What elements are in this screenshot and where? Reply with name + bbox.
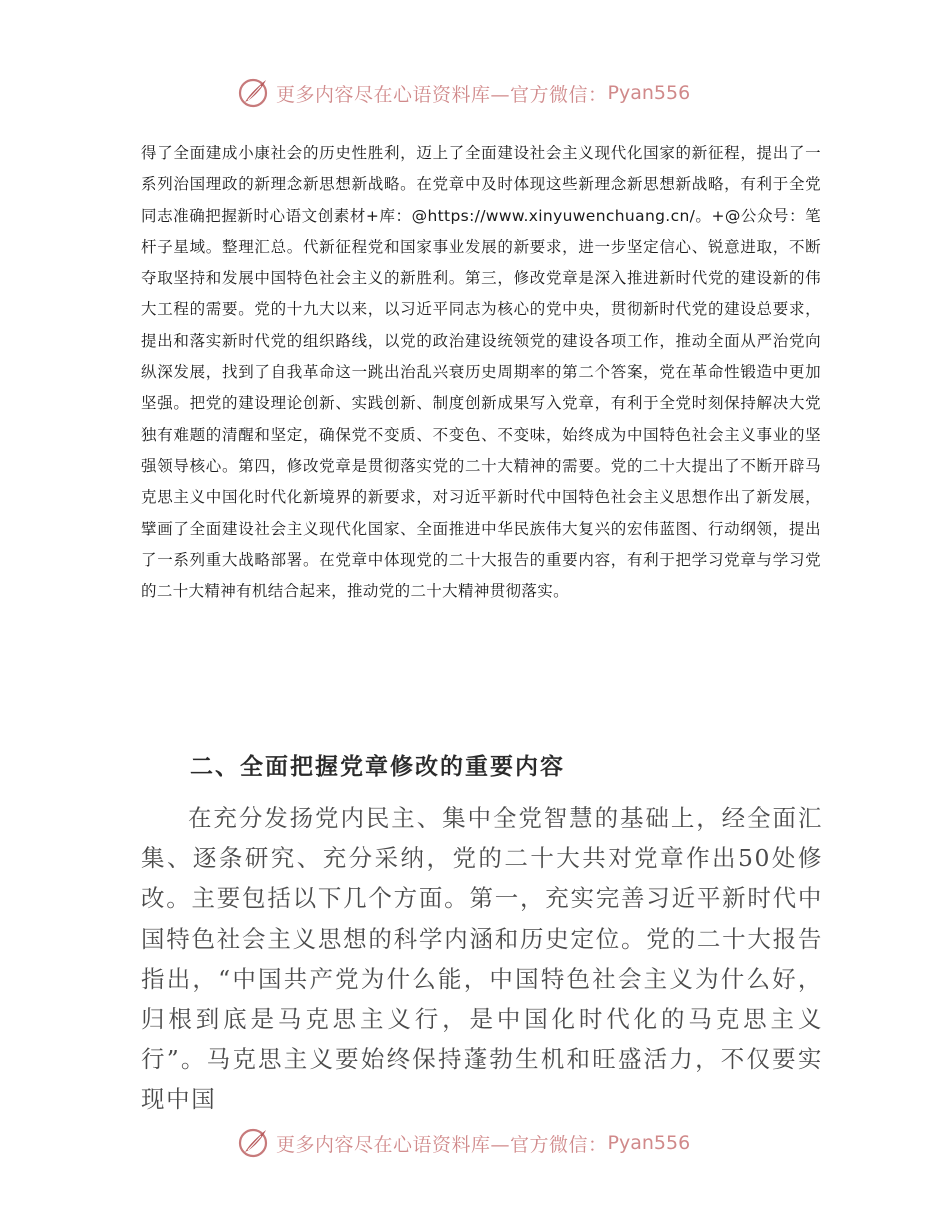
section-paragraph: 在充分发扬党内民主、集中全党智慧的基础上，经全面汇集、逐条研究、充分采纳，党的二十大共对党章作出50处修改。主要包括以下几个方面。第一，充实完善习近平新时代中国特色社会主义思想的科学内涵和历史定位。党的二十大报告指出，“中国共产党为什么能，中国特色社会主义为什么好，归根到底是马克思主义行，是中国化时代化的马克思主义行”。马克思主义要始终保持蓬勃生机和旺盛活力，不仅要实现中国 [141,804,823,1114]
feather-logo-icon [236,76,270,110]
feather-logo-icon [236,1126,270,1160]
watermark-wechat-id: Pyan556 [607,82,691,104]
footer-watermark [236,1123,690,1163]
header-watermark [236,73,690,113]
watermark-wechat-id: Pyan556 [607,1132,691,1154]
section-heading: 二、全面把握党章修改的重要内容 [190,753,565,780]
watermark-text: 更多内容尽在心语资料库—官方微信： [276,83,608,106]
body-paragraph: 得了全面建成小康社会的历史性胜利，迈上了全面建设社会主义现代化国家的新征程，提出了一系列治国理政的新理念新思想新战略。在党章中及时体现这些新理念新思想新战略，有利于全党同志准确把握新时心语文创素材+库：@https://www.xinyuwenchuang.cn/。+@公众号：笔杆子星域。整理汇总。代新征程党和国家事业发展的新要求，进一步坚定信心、锐意进取，不断夺取坚持和发展中国特色社会主义的新胜利。第三，修改党章是深入推进新时代党的建设新的伟大工程的需要。党的十九大以来，以习近平同志为核心的党中央，贯彻新时代党的建设总要求，提出和落实新时代党的组织路线，以党的政治建设统领党的建设各项工作，推动全面从严治党向纵深发展，找到了自我革命这一跳出治乱兴衰历史周期率的第二个答案，党在革命性锻造中更加坚强。把党的建设理论创新、实践创新、制度创新成果写入党章，有利于全党时刻保持解决大党独有难题的清醒和坚定，确保党不变质、不变色、不变味，始终成为中国特色社会主义事业的坚强领导核心。第四，修改党章是贯彻落实党的二十大精神的需要。党的二十大提出了不断开辟马克思主义中国化时代化新境界的新要求，对习近平新时代中国特色社会主义思想作出了新发展，擘画了全面建设社会主义现代化国家、全面推进中华民族伟大复兴的宏伟蓝图、行动纲领，提出了一系列重大战略部署。在党章中体现党的二十大报告的重要内容，有利于把学习党章与学习党的二十大精神有机结合起来，推动党的二十大精神贯彻落实。 [141,144,821,601]
watermark-text: 更多内容尽在心语资料库—官方微信： [276,1133,608,1156]
